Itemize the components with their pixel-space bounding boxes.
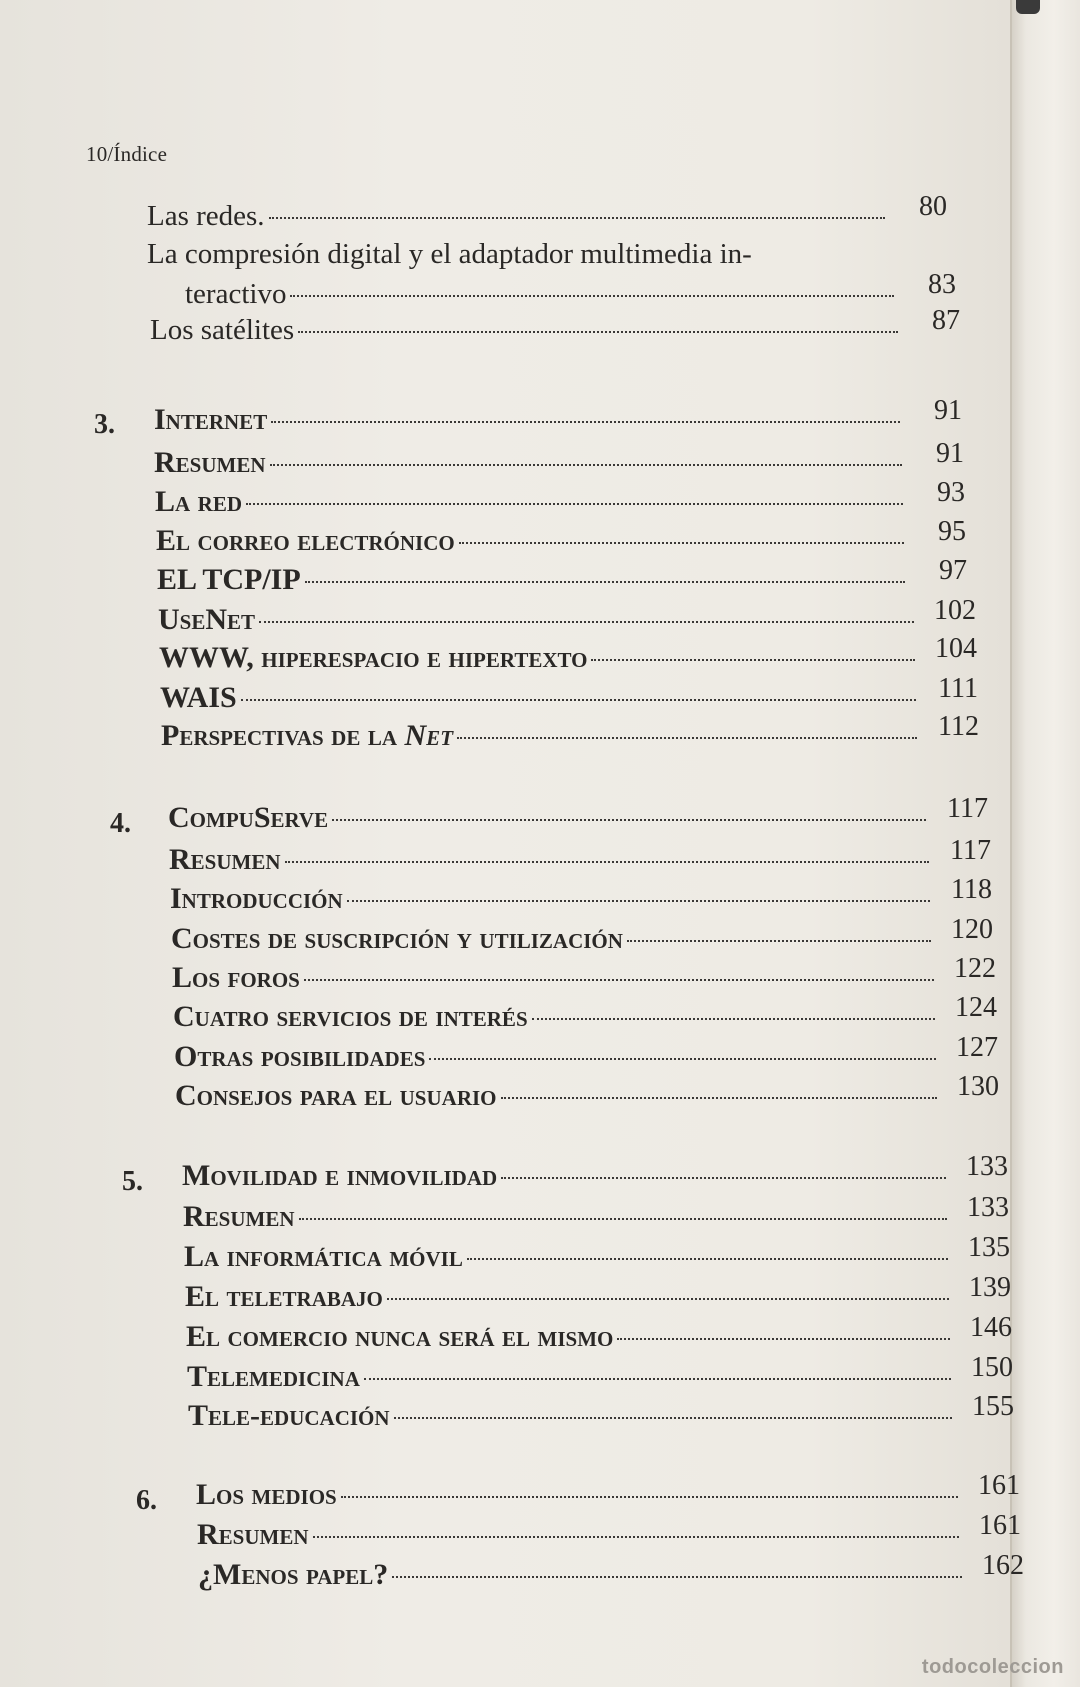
entry-label: Otras posibilidades bbox=[174, 1040, 426, 1073]
entry-page: 93 bbox=[937, 477, 965, 508]
dot-leader bbox=[392, 1576, 962, 1578]
toc-entry bbox=[183, 1192, 1009, 1236]
entry-page: 130 bbox=[957, 1071, 999, 1102]
entry-label: Cuatro servicios de interés bbox=[173, 1000, 528, 1033]
entry-page: 150 bbox=[971, 1352, 1013, 1383]
entry-label: Introducción bbox=[170, 882, 343, 915]
running-head: 10/Índice bbox=[86, 142, 168, 166]
dot-leader bbox=[270, 464, 902, 466]
entry-page: 97 bbox=[939, 555, 967, 586]
entry-label: Costes de suscripción y utilización bbox=[171, 922, 623, 955]
entry-page: 118 bbox=[951, 874, 992, 905]
dot-leader bbox=[627, 940, 931, 942]
entry-label: WAIS bbox=[160, 681, 237, 714]
entry-label: UseNet bbox=[158, 603, 256, 636]
toc-entry bbox=[147, 191, 947, 235]
entry-page: 104 bbox=[935, 633, 977, 664]
entry-page: 111 bbox=[938, 673, 978, 704]
entry-page: 91 bbox=[934, 395, 962, 426]
entry-page: 117 bbox=[947, 793, 988, 824]
entry-label-plain: Perspectivas de la bbox=[161, 719, 405, 752]
dot-leader bbox=[332, 819, 926, 821]
toc-entry bbox=[171, 914, 993, 958]
dot-leader bbox=[246, 503, 903, 505]
chapter-title-entry bbox=[168, 793, 988, 837]
entry-label: WWW, hiperespacio e hipertexto bbox=[159, 641, 588, 674]
entry-label: La red bbox=[155, 485, 243, 518]
entry-page: 135 bbox=[968, 1232, 1010, 1263]
entry-label: teractivo bbox=[185, 278, 287, 310]
entry-page: 120 bbox=[951, 914, 993, 945]
entry-page: 112 bbox=[938, 711, 979, 742]
entry-label: Resumen bbox=[197, 1518, 309, 1551]
entry-page: 146 bbox=[970, 1312, 1012, 1343]
chapter-title-entry bbox=[154, 395, 962, 439]
dot-leader bbox=[241, 699, 916, 701]
chapter-number: 6. bbox=[136, 1485, 157, 1516]
toc-entry bbox=[158, 595, 976, 639]
entry-page: 127 bbox=[956, 1032, 998, 1063]
toc-entry bbox=[188, 1391, 1014, 1435]
entry-label: Las redes. bbox=[147, 200, 265, 232]
entry-label: Resumen bbox=[169, 843, 281, 876]
dot-leader bbox=[501, 1177, 946, 1179]
watermark: todocoleccion bbox=[921, 1656, 1064, 1678]
entry-label: El correo electrónico bbox=[156, 524, 455, 557]
entry-label-line1: La compresión digital y el adaptador multimedia in- bbox=[147, 238, 752, 270]
toc-entry bbox=[150, 305, 960, 349]
corner-mark bbox=[1016, 0, 1040, 14]
chapter-title-entry bbox=[196, 1470, 1020, 1514]
entry-label: Los foros bbox=[172, 961, 300, 994]
dot-leader bbox=[305, 581, 905, 583]
toc-entry bbox=[156, 516, 966, 560]
entry-page: 124 bbox=[955, 992, 997, 1023]
entry-label: Resumen bbox=[154, 446, 266, 479]
toc-entry bbox=[161, 711, 979, 755]
entry-page: 155 bbox=[972, 1391, 1014, 1422]
entry-page: 87 bbox=[932, 305, 960, 336]
entry-label: El comercio nunca será el mismo bbox=[186, 1320, 614, 1353]
toc-entry bbox=[159, 633, 977, 677]
dot-leader bbox=[429, 1058, 936, 1060]
entry-page: 161 bbox=[978, 1470, 1020, 1501]
dot-leader bbox=[394, 1417, 952, 1419]
entry-label: Telemedicina bbox=[187, 1360, 360, 1393]
dot-leader bbox=[285, 861, 929, 863]
entry-label: Los satélites bbox=[150, 314, 295, 346]
entry-page: 133 bbox=[967, 1192, 1009, 1223]
entry-label: El teletrabajo bbox=[185, 1280, 383, 1313]
entry-page: 122 bbox=[954, 953, 996, 984]
entry-page: 83 bbox=[928, 269, 956, 300]
chapter-title: Movilidad e inmovilidad bbox=[182, 1159, 498, 1192]
dot-leader bbox=[501, 1097, 938, 1099]
entry-page: 80 bbox=[919, 191, 947, 222]
dot-leader bbox=[290, 295, 894, 297]
toc-entry bbox=[173, 992, 997, 1036]
toc-entry bbox=[170, 874, 992, 918]
entry-page: 102 bbox=[934, 595, 976, 626]
dot-leader bbox=[313, 1536, 959, 1538]
dot-leader bbox=[271, 421, 900, 423]
chapter-title: CompuServe bbox=[168, 801, 329, 834]
toc-entry bbox=[157, 555, 967, 599]
dot-leader bbox=[259, 621, 914, 623]
entry-page: 91 bbox=[936, 438, 964, 469]
page-edge bbox=[1010, 0, 1080, 1687]
dot-leader bbox=[617, 1338, 950, 1340]
entry-label: ¿Menos papel? bbox=[198, 1558, 389, 1591]
toc-entry bbox=[160, 673, 978, 717]
chapter-title: Internet bbox=[154, 403, 268, 436]
entry-page: 95 bbox=[938, 516, 966, 547]
entry-page: 139 bbox=[969, 1272, 1011, 1303]
dot-leader bbox=[532, 1018, 935, 1020]
entry-page: 161 bbox=[979, 1510, 1021, 1541]
dot-leader bbox=[457, 737, 917, 739]
entry-page: 117 bbox=[950, 835, 991, 866]
dot-leader bbox=[364, 1378, 951, 1380]
toc-entry bbox=[154, 438, 964, 482]
chapter-number: 5. bbox=[122, 1166, 143, 1197]
dot-leader bbox=[341, 1496, 958, 1498]
toc-entry bbox=[198, 1550, 1024, 1594]
dot-leader bbox=[467, 1258, 948, 1260]
toc-entry bbox=[186, 1312, 1012, 1356]
entry-page: 133 bbox=[966, 1151, 1008, 1182]
toc-entry bbox=[184, 1232, 1010, 1276]
chapter-title-entry bbox=[182, 1151, 1008, 1195]
dot-leader bbox=[591, 659, 915, 661]
entry-page: 162 bbox=[982, 1550, 1024, 1581]
dot-leader bbox=[298, 331, 898, 333]
toc-entry bbox=[187, 1352, 1013, 1396]
chapter-title: Los medios bbox=[196, 1478, 337, 1511]
toc-entry bbox=[155, 477, 965, 521]
entry-label-italic: Net bbox=[404, 719, 454, 752]
toc-entry bbox=[197, 1510, 1021, 1554]
dot-leader bbox=[304, 979, 934, 981]
toc-entry bbox=[172, 953, 996, 997]
toc-entry bbox=[174, 1032, 998, 1076]
dot-leader bbox=[387, 1298, 949, 1300]
entry-label: Resumen bbox=[183, 1200, 295, 1233]
toc-entry bbox=[185, 269, 956, 313]
chapter-number: 4. bbox=[110, 808, 131, 839]
toc-entry bbox=[175, 1071, 999, 1115]
dot-leader bbox=[269, 217, 885, 219]
dot-leader bbox=[459, 542, 904, 544]
toc-entry bbox=[169, 835, 991, 879]
dot-leader bbox=[299, 1218, 947, 1220]
dot-leader bbox=[347, 900, 930, 902]
entry-label bbox=[161, 718, 453, 754]
chapter-number: 3. bbox=[94, 409, 115, 440]
toc-entry bbox=[185, 1272, 1011, 1316]
entry-label: EL TCP/IP bbox=[157, 563, 301, 596]
entry-label: La informática móvil bbox=[184, 1240, 463, 1273]
entry-label: Consejos para el usuario bbox=[175, 1079, 497, 1112]
entry-label: Tele-educación bbox=[188, 1399, 390, 1432]
